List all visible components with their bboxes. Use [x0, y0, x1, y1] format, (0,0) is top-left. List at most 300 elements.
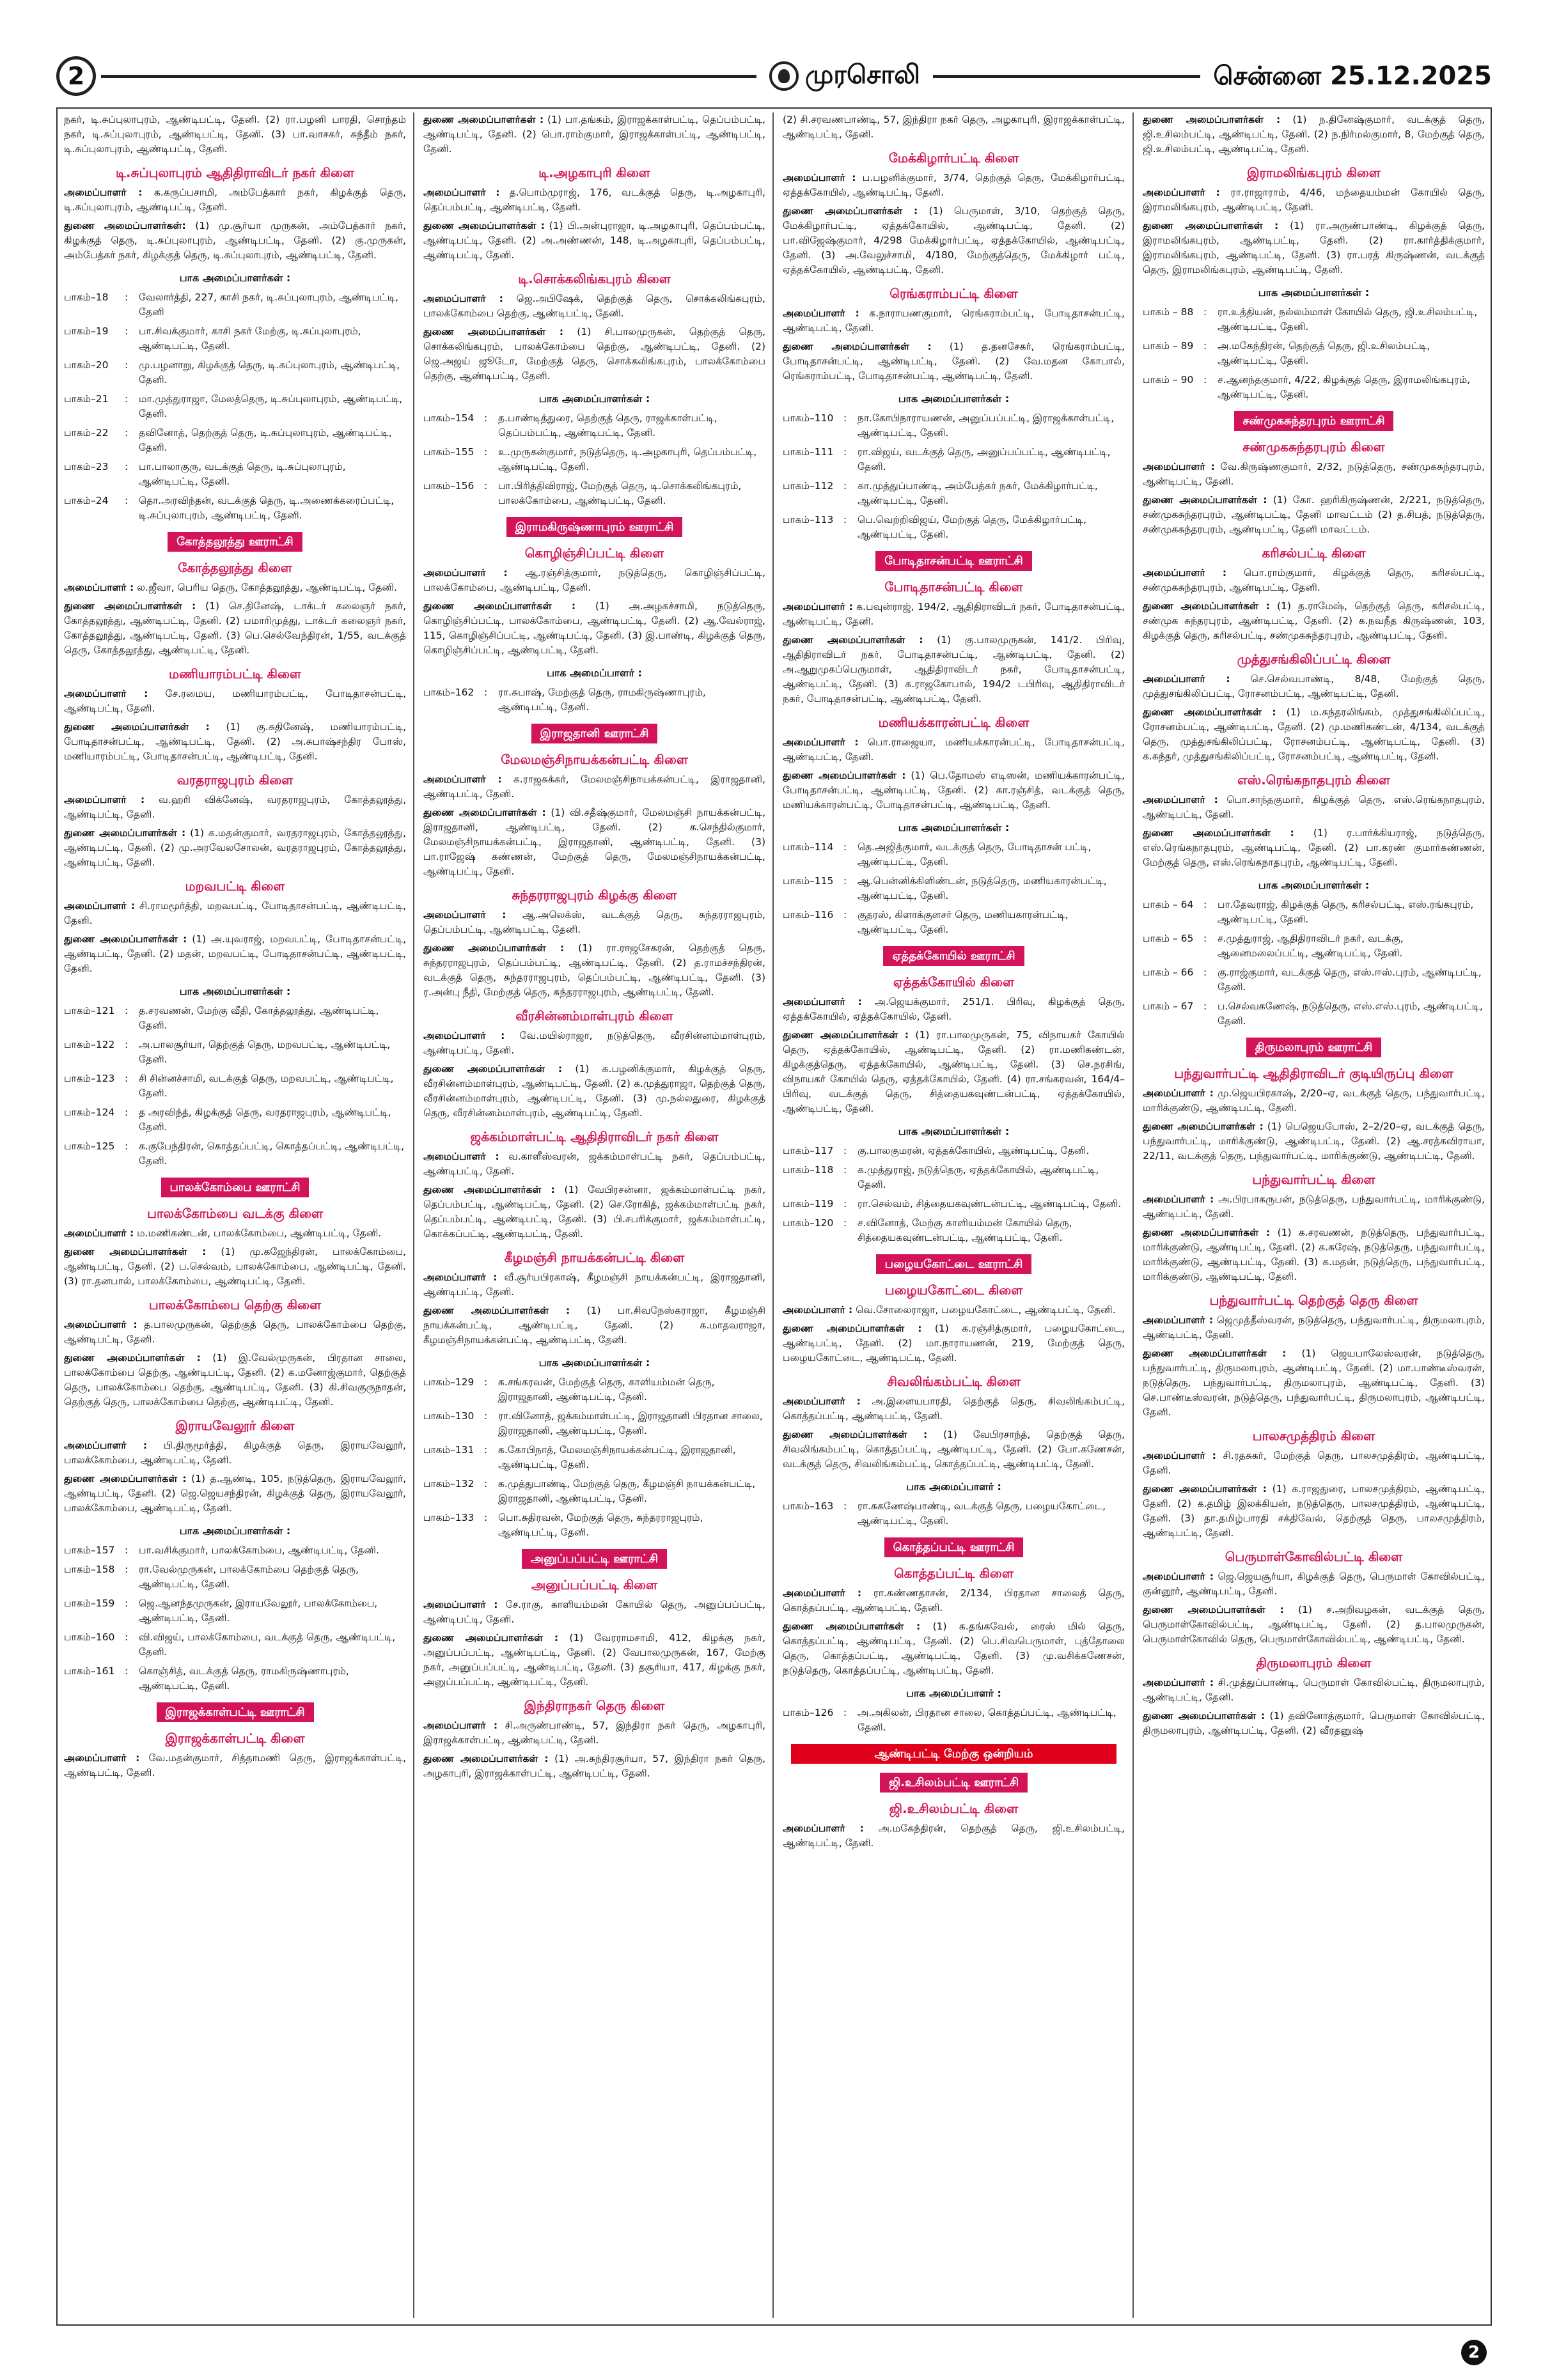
ward-organizer: த அரவிந்த், கிழக்குத் தெரு, வரதராஜபுரம், ஆண்டிபட்டி, தேனி. [139, 1107, 391, 1133]
ward-organizer: உ.முருகன்குமார், நடுத்தெரு, டி.அழகாபுரி, தெப்பம்பட்டி, ஆண்டிபட்டி, தேனி. [498, 446, 757, 472]
ward-separator: : [484, 412, 488, 424]
ward-organizer: ச.வினோத், மேற்கு காளியம்மன் கோயில் தெரு, சித்தையகவுண்டன்பட்டி, ஆண்டிபட்டி, தேனி. [858, 1217, 1072, 1243]
entry-role-label: துணை அமைப்பாளர்கள் : [1143, 1710, 1265, 1722]
ward-organizer: பா.தேவராஜ், கிழக்குத் தெரு, கரிசல்பட்டி, எஸ்.ரங்கபுரம், ஆண்டிபட்டி, தேனி. [1218, 899, 1474, 925]
ward-separator: : [1203, 933, 1207, 944]
section-subheading: பாக அமைப்பாளர்கள் : [898, 821, 1010, 834]
ward-number: பாகம்–161 [64, 1665, 115, 1677]
ward-row [423, 1511, 765, 1540]
branch-heading: பாலக்கோம்பை வடக்கு கிளை [147, 1206, 323, 1221]
entry-role-label: துணை அமைப்பாளர்கள் : [1143, 220, 1279, 231]
ward-row [423, 445, 765, 474]
branch-heading: இந்திராநகர் தெரு கிளை [524, 1698, 665, 1713]
entry-paragraph [783, 339, 1125, 384]
entry-text: வே.மயில்ராஜா, நடுத்தெரு, வீரசின்னம்மாள்புரம், ஆண்டிபட்டி, தேனி. [423, 1030, 765, 1056]
entry-paragraph [1143, 1346, 1485, 1420]
entry-paragraph [64, 185, 406, 215]
entry-role-label: அமைப்பாளர் : [64, 1752, 140, 1764]
ward-organizer: அ.பாலசூர்யா, தெற்குத் தெரு, மறவபட்டி, ஆண்டிபட்டி, தேனி. [139, 1039, 391, 1065]
ward-organizer: த.பாண்டித்துரை, தெற்குத் தெரு, ராஜக்காள்பட்டி, தெப்பம்பட்டி, ஆண்டிபட்டி, தேனி. [498, 412, 717, 439]
entry-paragraph [1143, 460, 1485, 489]
ward-separator: : [843, 446, 847, 458]
entry-text: (1) தவினோத்குமார், பெருமாள் கோவில்பட்டி, திருமலாபுரம், ஆண்டிபட்டி, தேனி. (2) வீரதனுஷ் [1143, 1710, 1485, 1736]
entry-role-label: துணை அமைப்பாளர்கள் : [783, 1029, 909, 1041]
ward-number: பாகம்–131 [423, 1444, 474, 1456]
ward-row [64, 1562, 406, 1592]
ward-separator: : [125, 393, 129, 405]
section-subheading: பாக அமைப்பாளர்கள் : [179, 1525, 291, 1537]
ward-row [1143, 999, 1485, 1029]
ward-number: பாகம்–21 [64, 393, 109, 405]
ward-organizer: தெ.அஜித்குமார், வடக்குத் தெரு, போடிதாசன் பட்டி, ஆண்டிபட்டி, தேனி. [858, 841, 1092, 867]
ward-number: பாகம்–133 [423, 1512, 474, 1523]
ward-organizer: ரா.வினோத், ஜக்கம்மாள்பட்டி, இராஜதானி பிரதான சாலை, இராஜதானி, ஆண்டிபட்டி, தேனி. [498, 1410, 763, 1436]
entry-paragraph [423, 1062, 765, 1121]
entry-paragraph [64, 219, 406, 263]
entry-text: பொ.சாந்தகுமார், கிழக்குத் தெரு, எஸ்.ரெங்கநாதபுரம், ஆண்டிபட்டி, தேனி. [1143, 794, 1485, 820]
entry-paragraph [1143, 705, 1485, 764]
entry-role-label: அமைப்பாளர் : [64, 688, 148, 699]
entry-role-label: அமைப்பாளர் : [783, 172, 856, 183]
entry-role-label: அமைப்பாளர் : [423, 293, 503, 304]
entry-text: (1) கு.பாலமுருகன், 141/2. பிரிவு, ஆதிதிராவிடர் நகர், போடிதாசன்பட்டி, ஆண்டிபட்டி, தேனி. (2) அ.ஆறுமுகப்பெருமாள், ஆதிதிராவிடர் நகர், போடிதாசன்பட்டி, ஆண்டிபட்டி, தேனி. (3) க.ராஜகோபால், 194/2 டபிரிவு, ஆதிதிராவிடர் நகர், போடிதாசன்பட்டி, ஆண்டிபட்டி, தேனி. [783, 634, 1125, 704]
entry-role-label: துணை அமைப்பாளர்கள் : [1143, 600, 1270, 612]
column-2 [423, 113, 765, 2321]
entry-paragraph [1143, 1569, 1485, 1599]
entry-paragraph [783, 600, 1125, 629]
entry-paragraph [64, 113, 406, 157]
ward-number: பாகம்–155 [423, 446, 474, 458]
ward-organizer: கு.ராஜ்குமார், வடக்குத் தெரு, எஸ்.ஈஸ்.புரம், ஆண்டிபட்டி, தேனி. [1218, 967, 1482, 993]
entry-role-label: அமைப்பாளர் : [783, 1587, 862, 1599]
ward-separator: : [125, 1598, 129, 1609]
ward-row [64, 392, 406, 421]
panchayat-heading: ஜி.உசிலம்பட்டி ஊராட்சி [880, 1773, 1028, 1793]
entry-role-label: அமைப்பாளர் : [1143, 461, 1215, 472]
ward-organizer: ச.ஆனந்தகுமார், 4/22, கிழக்குத் தெரு, இராமலிங்கபுரம், ஆண்டிபட்டி, தேனி. [1218, 374, 1471, 400]
masthead-logo [756, 59, 933, 93]
section-subheading: பாக அமைப்பாளர்கள் : [538, 393, 650, 405]
entry-paragraph [1143, 1709, 1485, 1738]
entry-text: வே.மதன்குமார், சித்தாமணி தெரு, இராஜக்காள்பட்டி, ஆண்டிபட்டி, தேனி. [64, 1752, 406, 1778]
entry-text: ஜெமுத்தீஸ்வரன், நடுத்தெரு, பந்துவார்பட்டி, திருமலாபுரம், ஆண்டிபட்டி, தேனி. [1143, 1314, 1485, 1341]
ward-number: பாகம்–163 [783, 1500, 834, 1512]
union-heading: ஆண்டிபட்டி மேற்கு ஒன்றியம் [791, 1744, 1116, 1764]
branch-heading: கொழிஞ்சிப்பட்டி கிளை [524, 545, 664, 561]
entry-role-label: அமைப்பாளர் : [423, 1151, 499, 1162]
ward-number: பாகம்–113 [783, 514, 834, 525]
entry-paragraph [423, 185, 765, 215]
ward-organizer: தொ.அரவிந்தன், வடக்குத் தெரு, டி.அணைக்கரைப்பட்டி, டி.சுப்புலாபுரம், ஆண்டிபட்டி, தேனி. [139, 495, 395, 521]
ward-separator: : [125, 359, 129, 371]
entry-role-label: அமைப்பாளர் : [783, 1823, 864, 1834]
entry-role-label: துணை அமைப்பாளர்கள் : [783, 205, 918, 217]
panchayat-heading: கொத்தப்பட்டி ஊராட்சி [884, 1537, 1024, 1557]
ward-organizer: பொ.சுதிரவன், மேற்குத் தெரு, சுந்தரராஜபுரம், ஆண்டிபட்டி, தேனி. [498, 1512, 703, 1538]
ward-row [64, 1596, 406, 1626]
entry-paragraph [423, 1303, 765, 1348]
ward-number: பாகம்–159 [64, 1598, 115, 1609]
ward-separator: : [125, 1005, 129, 1016]
entry-text: மு.ஜெயபிரகாஷ், 2/20–ஏ, வடக்குத் தெரு, பந்துவார்பட்டி, மாரிக்குண்டு, ஆண்டிபட்டி, தேனி. [1143, 1087, 1485, 1114]
ward-row [423, 411, 765, 440]
ward-organizer: ச.முத்துராஜ், ஆதிதிராவிடர் நகர், வடக்கு, ஆனைமலைப்பட்டி, ஆண்டிபட்டி, தேனி. [1218, 933, 1404, 959]
ward-row [783, 908, 1125, 937]
section-subheading: பாக அமைப்பாளர் : [906, 1687, 1001, 1699]
entry-role-label: அமைப்பாளர் : [64, 582, 134, 593]
ward-organizer: தவினோத், தெற்குத் தெரு, டி.சுப்புலாபுரம், ஆண்டிபட்டி, தேனி. [139, 427, 392, 453]
entry-paragraph [1143, 1192, 1485, 1222]
ward-row [64, 494, 406, 523]
entry-text: (1) ந.தினேஷ்குமார், வடக்குத் தெரு, ஜி.உசிலம்பட்டி, ஆண்டிபட்டி, தேனி. (2) ந.நிர்மல்குமார், 8, மேற்குத் தெரு, ஜி.உசிலம்பட்டி, ஆண்டிபட்டி, தேனி. [1143, 114, 1485, 155]
ward-number: பாகம்–111 [783, 446, 834, 458]
entry-text: (1) க.ரஞ்சித்குமார், பழையகோட்டை, ஆண்டிபட்டி, தேனி. (2) மா.நாராயணன், 219, மேற்குத் தெரு, பழையகோட்டை, ஆண்டிபட்டி, தேனி. [783, 1323, 1125, 1364]
ward-separator: : [125, 325, 129, 337]
branch-heading: மணியாரம்பட்டி கிளை [169, 666, 301, 681]
entry-text: (1) கோ. ஹரிகிருஷ்ணன், 2/221, நடுத்தெரு, சண்முகசுந்தரபுரம், ஆண்டிபட்டி, தேனி மாவட்டம் (2) த.சிபத், நடுத்தெரு, சண்முகசுந்தரபுரம், ஆண்டிபட்டி, தேனி மாவட்டம். [1143, 494, 1485, 535]
entry-text: ஜெ.ஜெயசூர்யா, கிழக்குத் தெரு, பெருமாள் கோவில்பட்டி, குன்னூர், ஆண்டிபட்டி, தேனி. [1143, 1571, 1485, 1597]
entry-text: (1) வேபிரசாந்த், தெற்குத் தெரு, சிவலிங்கம்பட்டி, கொத்தப்பட்டி, ஆண்டிபட்டி, தேனி. (2) போ.கணேசன், வடக்குத் தெரு, சிவலிங்கம்பட்டி, கொத்தப்பட்டி, ஆண்டிபட்டி, தேனி. [783, 1429, 1125, 1470]
ward-separator: : [484, 446, 488, 458]
entry-text: (1) சி.பாலமுருகன், தெற்குத் தெரு, சொக்கலிங்கபுரம், பாலக்கோம்பை தெற்கு, ஆண்டிபட்டி, தேனி. (2) ஜெ.அஜய் ஜூடோ, மேற்குத் தெரு, சொக்கலிங்கபுரம், பாலக்கோம்பை தெற்கு, ஆண்டிபட்டி, தேனி. [423, 326, 765, 382]
ward-number: பாகம் – 88 [1143, 306, 1194, 318]
entry-text: அ.இளையபாரதி, தெற்குத் தெரு, சிவலிங்கம்பட்டி, கொத்தப்பட்டி, ஆண்டிபட்டி, தேனி. [783, 1396, 1125, 1422]
ward-row [783, 1706, 1125, 1735]
ward-row [64, 1139, 406, 1169]
ward-number: பாகம்–114 [783, 841, 834, 853]
entry-role-label: அமைப்பாளர் : [423, 1599, 498, 1610]
ward-row [783, 411, 1125, 440]
entry-text: சே.ரமைய, மணியாரம்பட்டி, போடிதாசன்பட்டி, ஆண்டிபட்டி, தேனி. [64, 688, 406, 714]
ward-row [423, 1375, 765, 1404]
entry-role-label: துணை அமைப்பாளர்கள் : [1143, 1227, 1271, 1238]
panchayat-heading: பாலக்கோம்பை ஊராட்சி [161, 1178, 309, 1197]
entry-text: (2) சி.சரவணபாண்டி, 57, இந்திரா நகர் தெரு, அழகாபுரி, இராஜக்காள்பட்டி, ஆண்டிபட்டி, தேனி. [783, 114, 1125, 140]
entry-paragraph [783, 171, 1125, 200]
entry-paragraph [1143, 1313, 1485, 1342]
entry-role-label: துணை அமைப்பாளர்கள் : [783, 341, 932, 352]
entry-role-label: துணை அமைப்பாளர்கள் : [423, 326, 564, 338]
branch-heading: இராயவேலூர் கிளை [175, 1418, 295, 1433]
entry-text: சே.ராகு, காளியம்மன் கோயில் தெரு, அனுப்பப்பட்டி, ஆண்டிபட்டி, தேனி. [423, 1599, 765, 1625]
footer-page-number: 2 [1461, 2340, 1487, 2365]
branch-heading: சண்முகசுந்தரபுரம் கிளை [1242, 439, 1385, 455]
entry-role-label: துணை அமைப்பாளர்கள் : [1143, 706, 1276, 718]
entry-text: வ.ஹரி விக்னேஷ், வரதராஜபுரம், கோத்தலூத்து, ஆண்டிபட்டி, தேனி. [64, 794, 406, 820]
ward-number: பாகம்–110 [783, 412, 834, 424]
entry-paragraph [1143, 1119, 1485, 1163]
entry-role-label: அமைப்பாளர் : [1143, 1450, 1216, 1461]
entry-role-label: அமைப்பாளர் : [64, 794, 145, 805]
ward-organizer: கு.பாலகுமரன், ஏத்தக்கோயில், ஆண்டிபட்டி, தேனி. [858, 1145, 1090, 1156]
entry-paragraph [783, 1028, 1125, 1116]
ward-organizer: பா.பாலாகுரு, வடக்குத் தெரு, டி.சுப்புலாபுரம், ஆண்டிபட்டி, தேனி. [139, 461, 346, 487]
entry-text: (1) வி.சதீஷ்குமார், மேலமஞ்சி நாயக்கன்பட்டி, இராஜதானி, ஆண்டிபட்டி, தேனி. (2) க.செந்தில்குமார், மேலமஞ்சிநாயக்கன்பட்டி, இராஜதானி, ஆண்டிபட்டி, தேனி. (3) பா.ராஜேஷ் கண்ணன், மேற்குத் தெரு, மேலமஞ்சிநாயக்கன்பட்டி, ஆண்டிபட்டி, தேனி. [423, 807, 765, 877]
entry-paragraph [423, 772, 765, 802]
branch-heading: மேலமஞ்சிநாயக்கன்பட்டி கிளை [501, 752, 688, 767]
branch-heading: இராஜக்காள்பட்டி கிளை [165, 1731, 305, 1746]
entry-paragraph [64, 687, 406, 716]
ward-number: பாகம்–124 [64, 1107, 115, 1118]
ward-organizer: ரா.செல்வம், சித்தையகவுண்டன்பட்டி, ஆண்டிபட்டி, தேனி. [858, 1198, 1122, 1209]
entry-paragraph [64, 932, 406, 976]
entry-text: (1) த.ராமேஷ், தெற்குத் தெரு, கரிசல்பட்டி, சண்முக சுந்தரபுரம், ஆண்டிபட்டி, தேனி. (2) க.நவநீத கிருஷ்ணன், 103, கிழக்குத் தெரு, கரிசல்பட்டி, சண்முகசுந்தரபுரம், ஆண்டிபட்டி, தேனி. [1143, 600, 1485, 641]
ward-number: பாகம்–156 [423, 480, 474, 492]
entry-text: க.ராஜசுக்கர், மேலமஞ்சிநாயக்கன்பட்டி, இராஜதானி, ஆண்டிபட்டி, தேனி. [423, 774, 765, 800]
entry-role-label: துணை அமைப்பாளர்கள் : [64, 1246, 207, 1257]
ward-separator: : [484, 1410, 488, 1422]
entry-paragraph [783, 1586, 1125, 1615]
ward-row [783, 874, 1125, 903]
ward-number: பாகம்–157 [64, 1544, 115, 1556]
entry-paragraph [1143, 793, 1485, 822]
panchayat-heading: ஏத்தக்கோயில் ஊராட்சி [883, 946, 1024, 966]
entry-text: (1) ர.பார்க்கியராஜ், நடுத்தெரு, எஸ்.ரெங்கநாதபுரம், ஆண்டிபட்டி, தேனி. (2) பா.கரண் குமார்கண்ணன், மேற்குத் தெரு, எஸ்.ரெங்கநாதபுரம், ஆண்டிபட்டி, தேனி. [1143, 827, 1485, 868]
entry-paragraph [783, 1303, 1125, 1318]
entry-paragraph [423, 1598, 765, 1627]
panchayat-heading: இராஜக்காள்பட்டி ஊராட்சி [157, 1702, 314, 1722]
entry-paragraph [1143, 1603, 1485, 1647]
entry-paragraph [1143, 113, 1485, 157]
ward-organizer: ப.செல்வகணேஷ், நடுத்தெரு, எஸ்.எஸ்.புரம், ஆண்டிபட்டி, தேனி. [1218, 1000, 1483, 1027]
entry-role-label: துணை அமைப்பாளர்கள் : [64, 600, 196, 612]
entry-paragraph [423, 292, 765, 321]
ward-organizer: வி.விஜய், பாலக்கோம்பை, வடக்குத் தெரு, ஆண்டிபட்டி, தேனி. [139, 1631, 396, 1658]
ward-row [64, 1630, 406, 1660]
ward-row [783, 479, 1125, 508]
entry-paragraph [423, 113, 765, 157]
entry-text: சி.முத்துப்பாண்டி, பெருமாள் கோவில்பட்டி, திருமலாபுரம், ஆண்டிபட்டி, தேனி. [1143, 1677, 1485, 1703]
dateline: சென்னை 25.12.2025 [1200, 59, 1492, 93]
entry-text: (1) பி.அன்புராஜா, டி.அழகாபுரி, தெப்பம்பட்டி, ஆண்டிபட்டி, தேனி. (2) அ.அண்ணன், 148, டி.அழகாபுரி, தெப்பம்பட்டி, ஆண்டிபட்டி, தேனி. [423, 220, 765, 261]
ward-number: பாகம்–24 [64, 495, 109, 506]
entry-paragraph [64, 1226, 406, 1241]
branch-heading: டி.சுப்புலாபுரம் ஆதிதிராவிடர் நகர் கிளை [116, 165, 354, 180]
paper-name: முரசொலி [805, 59, 920, 89]
entry-text: ரா.ராஜாராம், 4/46, மந்தையம்மன் கோயில் தெரு, இராமலிங்கபுரம், ஆண்டிபட்டி, தேனி. [1143, 187, 1485, 213]
masthead [56, 56, 1492, 96]
ward-number: பாகம்–22 [64, 427, 109, 439]
ward-number: பாகம்–162 [423, 687, 474, 698]
ward-organizer: அ.அகிலன், பிரதான சாலை, கொத்தப்பட்டி, ஆண்டிபட்டி, தேனி. [858, 1707, 1116, 1733]
entry-role-label: அமைப்பாளர் : [1143, 1087, 1214, 1099]
entry-role-label: துணை அமைப்பாளர்கள் : [1143, 1348, 1287, 1359]
ward-organizer: பெ.வெற்றிவிஜய், மேற்குத் தெரு, மேக்கிழார்பட்டி, ஆண்டிபட்டி, தேனி. [858, 514, 1087, 540]
panchayat-heading: இராமகிருஷ்ணாபுரம் ஊராட்சி [506, 517, 683, 537]
ward-separator: : [843, 1145, 847, 1156]
ward-organizer: ரா.சுகணேஷ்பாண்டி, வடக்குத் தெரு, பழையகோட்டை, ஆண்டிபட்டி, தேனி. [858, 1500, 1106, 1527]
ward-organizer: கா.முத்துப்பாண்டி, அம்பேத்கர் நகர், மேக்கிழார்பட்டி, ஆண்டிபட்டி, தேனி. [858, 480, 1098, 506]
entry-paragraph [1143, 493, 1485, 537]
column-3 [783, 113, 1125, 2321]
entry-paragraph [64, 1245, 406, 1289]
branch-heading: அனுப்பப்பட்டி கிளை [531, 1577, 658, 1592]
entry-role-label: அமைப்பாளர் : [1143, 187, 1220, 198]
sun-logo-icon [769, 61, 799, 91]
ward-row [64, 426, 406, 455]
entry-paragraph [64, 899, 406, 928]
entry-text: (1) த.ஆண்டி, 105, நடுத்தெரு, இராயவேலூர், ஆண்டிபட்டி, தேனி. (2) ஜெ.ஜெயசந்திரன், கிழக்குத் தெரு, இராயவேலூர், பாலக்கோம்பை, ஆண்டிபட்டி, தேனி. [64, 1473, 406, 1514]
entry-paragraph [1143, 1086, 1485, 1116]
entry-role-label: அமைப்பாளர் : [64, 900, 136, 912]
entry-paragraph [64, 1472, 406, 1516]
entry-text: (1) பெருமாள், 3/10, தெற்குத் தெரு, மேக்கிழார்பட்டி, ஏத்தக்கோயில், ஆண்டிபட்டி, தேனி. (2) பா.விஜேஷ்குமார், 4/298 மேக்கிழார்பட்டி, ஏத்தக்கோயில், ஆண்டிபட்டி, தேனி. (3) அ.வேலுச்சாமி, 4/180, மேற்குத்தெரு, மேக்கிழார் பட்டி, ஏத்தக்கோயில், ஆண்டிபட்டி, தேனி. [783, 205, 1125, 276]
entry-paragraph [1143, 1225, 1485, 1284]
entry-paragraph [783, 995, 1125, 1024]
entry-role-label: துணை அமைப்பாளர்கள் : [783, 770, 906, 781]
entry-paragraph [783, 1394, 1125, 1424]
section-subheading: பாக அமைப்பாளர் : [547, 667, 642, 679]
ward-number: பாகம்–119 [783, 1198, 834, 1209]
ward-organizer: க.முத்துராஜ், நடுத்தெரு, ஏத்தக்கோயில், ஆண்டிபட்டி, தேனி. [858, 1164, 1099, 1190]
entry-text: க.கருப்பசாமி, அம்பேத்கார் நகர், கிழக்குத் தெரு, டி.சுப்புலாபுரம், ஆண்டிபட்டி, தேனி. [64, 187, 406, 213]
ward-organizer: சி சின்னச்சாமி, வடக்குத் தெரு, மறவபட்டி, ஆண்டிபட்டி, தேனி. [139, 1073, 394, 1099]
ward-separator: : [1203, 967, 1207, 978]
entry-text: சி.ரதசுகர், மேற்குத் தெரு, பாலசமுத்திரம், ஆண்டிபட்டி, தேனி. [1143, 1450, 1485, 1476]
ward-organizer: நா.கோபிநாராயணன், அனுப்பப்பட்டி, இராஜக்காள்பட்டி, ஆண்டிபட்டி, தேனி. [858, 412, 1115, 439]
branch-heading: ரெங்கராம்பட்டி கிளை [889, 286, 1018, 301]
entry-text: (1) மு.கஜேந்திரன், பாலக்கோம்பை, ஆண்டிபட்டி, தேனி. (2) ப.செல்வம், பாலக்கோம்பை, ஆண்டிபட்டி, தேனி. (3) ரா.தனபால், பாலக்கோம்பை, ஆண்டிபட்டி, தேனி. [64, 1246, 406, 1287]
entry-role-label: துணை அமைப்பாளர்கள் : [423, 942, 565, 954]
entry-text: (1) ம.சுந்தரலிங்கம், முத்துசங்கிலிப்பட்டி, ரோசனம்பட்டி, ஆண்டிபட்டி, தேனி. (2) மு.மணிகண்டன், 4/134, வடக்குத் தெரு, முத்துசங்கிலிப்பட்டி, ரோசனம்பட்டி, ஆண்டிபட்டி, தேனி. (3) க.சுந்தர், முத்துசங்கிலிப்பட்டி, ரோசனம்பட்டி, ஆண்டிபட்டி, தேனி. [1143, 706, 1485, 762]
ward-row [783, 1197, 1125, 1211]
entry-text: ம.மணிகண்டன், பாலக்கோம்பை, ஆண்டிபட்டி, தேனி. [134, 1227, 382, 1239]
entry-paragraph [64, 1751, 406, 1780]
entry-text: (1) க.தங்கவேல், ரைஸ் மில் தெரு, கொத்தப்பட்டி, ஆண்டிபட்டி, தேனி. (2) பெ.சிவபெருமாள், புத்தோலை தெரு, கொத்தப்பட்டி, ஆண்டிபட்டி, தேனி. (3) மு.வசிக்கணேசன், நடுத்தெரு, கொத்தப்பட்டி, ஆண்டிபட்டி, தேனி. [783, 1621, 1125, 1676]
entry-paragraph [64, 826, 406, 870]
ward-number: பாகம்–126 [783, 1707, 834, 1718]
ward-separator: : [125, 461, 129, 472]
entry-paragraph [1143, 672, 1485, 701]
entry-paragraph [423, 219, 765, 263]
entry-paragraph [783, 204, 1125, 277]
ward-separator: : [843, 514, 847, 525]
branch-heading: போடிதாசன்பட்டி கிளை [884, 579, 1023, 595]
entry-text: வெ.சோலைராஜா, பழையகோட்டை, ஆண்டிபட்டி, தேனி. [852, 1304, 1116, 1316]
entry-paragraph [64, 1318, 406, 1347]
entry-text: க.நாராயணகுமார், ரெங்கராம்பட்டி, போடிதாசன்பட்டி, ஆண்டிபட்டி, தேனி. [783, 307, 1125, 334]
entry-role-label: அமைப்பாளர் : [1143, 794, 1218, 805]
entry-role-label: துணை அமைப்பாளர்கள் : [423, 220, 545, 231]
entry-paragraph [64, 793, 406, 822]
entry-text: (1) க.ராஜதுரை, பாலசமுத்திரம், ஆண்டிபட்டி, தேனி. (2) க.தமிழ் இலக்கியன், நடுத்தெரு, பாலசமுத்திரம், ஆண்டிபட்டி, தேனி. (3) தா.தமிழ்பாரதி சக்திவேல், தெற்குத் தெரு, பாலசமுத்திரம், ஆண்டிபட்டி, தேனி. [1143, 1483, 1485, 1539]
ward-row [64, 1038, 406, 1067]
ward-number: பாகம்–18 [64, 292, 109, 303]
entry-paragraph [783, 113, 1125, 142]
ward-separator: : [484, 1444, 488, 1456]
ward-number: பாகம்–118 [783, 1164, 834, 1176]
entry-text: பி.திருமூர்த்தி, கிழக்குத் தெரு, இராயவேலூர், பாலக்கோம்பை, ஆண்டிபட்டி, தேனி. [64, 1440, 406, 1466]
entry-role-label: அமைப்பாளர் : [1143, 567, 1227, 579]
entry-text: (1) ரா.அருண்பாண்டி, கிழக்குத் தெரு, இராமலிங்கபுரம், ஆண்டிபட்டி, தேனி. (2) ரா.கார்த்திக்குமார், இராமலிங்கபுரம், ஆண்டிபட்டி, தேனி. (3) ரா.பரத் கிருஷ்ணன், வடக்குத் தெரு, இராமலிங்கபுரம், ஆண்டிபட்டி, தேனி. [1143, 220, 1485, 276]
entry-role-label: துணை அமைப்பாளர்கள் : [783, 1429, 928, 1440]
entry-role-label: துணை அமைப்பாளர்கள் : [1143, 827, 1294, 839]
branch-heading: வீரசின்னம்மாள்புரம் கிளை [515, 1008, 673, 1023]
entry-role-label: துணை அமைப்பாளர்கள் : [783, 1323, 922, 1334]
ward-separator: : [125, 1665, 129, 1677]
entry-role-label: துணை அமைப்பாளர்கள் : [783, 1621, 921, 1632]
ward-separator: : [843, 841, 847, 853]
ward-organizer: கொஞ்சித், வடக்குத் தெரு, ராமகிருஷ்ணாபுரம், ஆண்டிபட்டி, தேனி. [139, 1665, 349, 1692]
entry-role-label: அமைப்பாளர் : [783, 1304, 853, 1316]
entry-role-label: அமைப்பாளர் : [783, 601, 853, 612]
column-divider [1132, 113, 1134, 2318]
entry-paragraph [423, 1149, 765, 1179]
ward-separator: : [484, 480, 488, 492]
ward-separator: : [1203, 374, 1207, 385]
entry-text: பொ.ராஜையா, மணியக்காரன்பட்டி, போடிதாசன்பட்டி, ஆண்டிபட்டி, தேனி. [783, 736, 1125, 763]
entry-role-label: துணை அமைப்பாளர்கள் : [1143, 494, 1267, 506]
entry-role-label: அமைப்பாளர் : [783, 1396, 861, 1407]
ward-number: பாகம் – 64 [1143, 899, 1194, 910]
ward-separator: : [125, 1631, 129, 1643]
entry-paragraph [783, 1427, 1125, 1472]
branch-heading: முத்துசங்கிலிப்பட்டி கிளை [1237, 651, 1391, 667]
entry-paragraph [783, 633, 1125, 706]
ward-separator: : [843, 412, 847, 424]
ward-row [64, 460, 406, 489]
entry-text: சி.ராமமூர்த்தி, மறவபட்டி, போடிதாசன்பட்டி, ஆண்டிபட்டி, தேனி. [64, 900, 406, 926]
ward-organizer: மா.முத்துராஜா, மேலத்தெரு, டி.சுப்புலாபுரம், ஆண்டிபட்டி, தேனி. [139, 393, 403, 419]
entry-text: நகர், டி.சுப்புலாபுரம், ஆண்டிபட்டி, தேனி. (2) ரா.பழனி பாரதி, சொந்தம் நகர், டி.சுப்புலாபுரம், ஆண்டிபட்டி, தேனி. (3) பா.வாசகர், சுந்தீம் நகர், டி.சுப்புலாபுரம், ஆண்டிபட்டி, தேனி. [64, 114, 406, 155]
entry-role-label: துணை அமைப்பாளர்கள் : [423, 1063, 563, 1075]
entry-role-label: துணை அமைப்பாளர்கள்: [64, 220, 186, 231]
entry-paragraph [423, 599, 765, 658]
entry-text: (1) அ.சுந்திரசூர்யா, 57, இந்திரா நகர் தெரு, அழகாபுரி, இராஜக்காள்பட்டி, ஆண்டிபட்டி, தேனி. [423, 1753, 765, 1779]
entry-paragraph [423, 805, 765, 879]
entry-role-label: துணை அமைப்பாளர்கள் : [423, 1753, 549, 1764]
entry-paragraph [423, 908, 765, 937]
branch-heading: கொத்தப்பட்டி கிளை [894, 1566, 1014, 1581]
ward-number: பாகம்–112 [783, 480, 834, 492]
entry-role-label: அமைப்பாளர் : [423, 774, 502, 785]
ward-separator: : [125, 1140, 129, 1152]
branch-heading: மணியக்காரன்பட்டி கிளை [878, 715, 1030, 730]
ward-organizer: த.சரவணன், மேற்கு வீதி, கோத்தலூத்து, ஆண்டிபட்டி, தேனி. [139, 1005, 379, 1031]
branch-heading: பெருமாள்கோவில்பட்டி கிளை [1225, 1549, 1403, 1564]
entry-paragraph [1143, 1449, 1485, 1478]
branch-heading: வரதராஜபுரம் கிளை [176, 772, 294, 788]
ward-number: பாகம்–116 [783, 909, 834, 921]
ward-separator: : [125, 292, 129, 303]
ward-separator: : [843, 1707, 847, 1718]
entry-paragraph [64, 1351, 406, 1410]
branch-heading: கோத்தலூத்து கிளை [178, 560, 292, 575]
entry-text: (1) க.மதன்குமார், வரதராஜபுரம், கோத்தலூத்து, ஆண்டிபட்டி, தேனி. (2) மு.அரவேலசோலன், வரதராஜபுரம், கோத்தலூத்து, ஆண்டிபட்டி, தேனி. [64, 827, 406, 868]
ward-number: பாகம்–117 [783, 1145, 834, 1156]
ward-row [423, 479, 765, 508]
entry-text: (1) மு.சூர்யா முருகன், அம்பேத்கார் நகர், கிழக்குத் தெரு, டி.சுப்புலாபுரம், ஆண்டிபட்டி, தேனி. (2) கு.முருகன், அம்பேத்கர் நகர், கிழக்குத் தெரு, டி.சுப்புலாபுரம், ஆண்டிபட்டி, தேனி. [64, 220, 406, 261]
entry-role-label: அமைப்பாளர் : [64, 1319, 137, 1330]
section-subheading: பாக அமைப்பாளர்கள் : [179, 272, 291, 284]
ward-row [783, 1499, 1125, 1528]
ward-organizer: பா.சிவக்குமார், காசி நகர் மேற்கு, டி.சுப்புலாபுரம், ஆண்டிபட்டி, தேனி. [139, 325, 361, 352]
ward-number: பாகம்–158 [64, 1564, 115, 1575]
entry-text: க.பவுன்ராஜ், 194/2, ஆதிதிராவிடர் நகர், போடிதாசன்பட்டி, ஆண்டிபட்டி, தேனி. [783, 601, 1125, 627]
ward-organizer: ரா.விஜய், வடக்குத் தெரு, அனுப்பப்பட்டி, ஆண்டிபட்டி, தேனி. [858, 446, 1111, 472]
entry-paragraph [423, 1183, 765, 1241]
ward-organizer: ரா.சுபாஷ், மேற்குத் தெரு, ராமகிருஷ்ணாபுரம், ஆண்டிபட்டி, தேனி. [498, 687, 706, 713]
ward-organizer: மு.பழனாறு, கிழக்குத் தெரு, டி.சுப்புலாபுரம், ஆண்டிபட்டி, தேனி. [139, 359, 400, 385]
entry-paragraph [423, 1631, 765, 1690]
entry-text: (1) த.தனசேகர், ரெங்கராம்பட்டி, போடிதாசன்பட்டி, ஆண்டிபட்டி, தேனி. (2) வே.மதன கோபால், ரெங்கராம்பட்டி, போடிதாசன்பட்டி, ஆண்டிபட்டி, தேனி. [783, 341, 1125, 382]
ward-organizer: வேலார்த்தி, 227, காசி நகர், டி.சுப்புலாபுரம், ஆண்டிபட்டி, தேனி [139, 292, 398, 318]
entry-role-label: துணை அமைப்பாளர்கள் : [64, 827, 186, 839]
ward-organizer: ரா.உத்தியன், நல்லம்மாள் கோயில் தெரு, ஜி.உசிலம்பட்டி, ஆண்டிபட்டி, தேனி. [1218, 306, 1478, 332]
entry-paragraph [1143, 1676, 1485, 1705]
ward-separator: : [1203, 1000, 1207, 1012]
entry-text: (1) வேபிரசன்னா, ஜக்கம்மாள்பட்டி நகர், தெப்பம்பட்டி, ஆண்டிபட்டி, தேனி. (2) செ.ரோகித், ஜக்கம்மாள்பட்டி நகர், தெப்பம்பட்டி, ஆண்டிபட்டி, தேனி. (3) பி.சபரிக்குமார், ஜக்கம்மாள்பட்டி, கொக்கப்பட்டி, ஆண்டிபட்டி, தேனி. [423, 1184, 765, 1240]
